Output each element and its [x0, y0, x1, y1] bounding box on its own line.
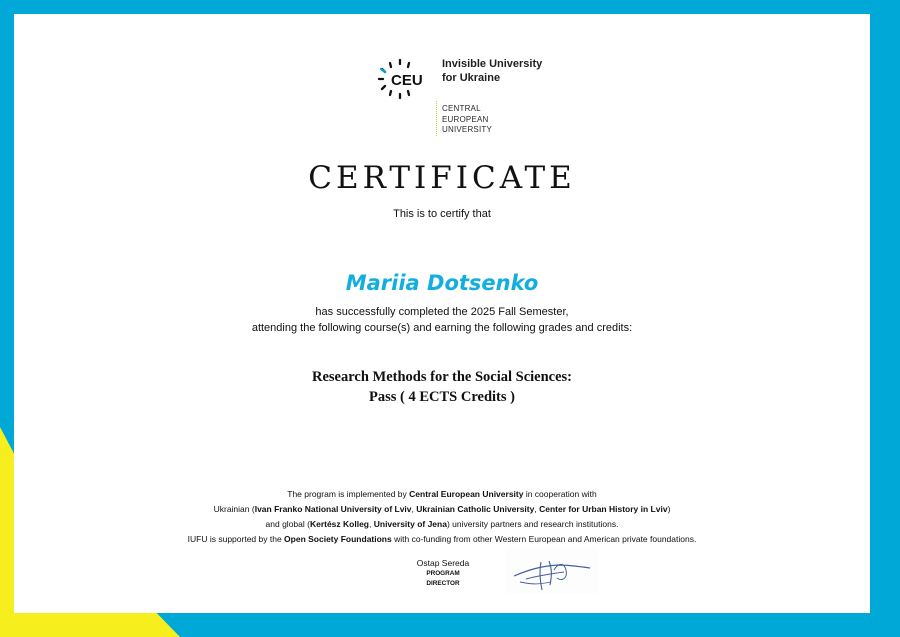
certify-text: This is to certify that	[393, 208, 491, 220]
program-description	[14, 487, 870, 547]
program-line3-end: ) university partners and research institutions.	[446, 519, 619, 529]
program-line1-end: in cooperation with	[523, 489, 597, 499]
program-line2-start: Ukrainian (	[213, 504, 255, 514]
recipient-name: Mariia Dotsenko	[345, 271, 539, 295]
ceu-logo-mark: CEU	[391, 72, 423, 89]
logo-subtitle	[442, 104, 492, 136]
program-line3-jena: University of Jena	[373, 519, 447, 529]
logo-name-line1: Invisible University	[442, 58, 543, 70]
program-line2	[14, 502, 870, 517]
program-line2-end: )	[667, 504, 671, 514]
logo-name-line2: for Ukraine	[442, 72, 501, 84]
program-line2-ucu: Ukrainian Catholic University	[416, 504, 535, 514]
completion-line1: has successfully completed the 2025 Fall Semester,	[315, 306, 569, 318]
logo-divider	[436, 101, 438, 136]
program-line2-sep1: ,	[411, 504, 417, 514]
program-line1	[14, 487, 870, 502]
program-line4-start: IUFU is supported by the	[187, 534, 285, 544]
program-line4-osf: Open Society Foundations	[284, 534, 392, 544]
course-result: Pass ( 4 ECTS Credits )	[369, 389, 515, 405]
program-line4-end: with co-funding from other Western European and American private foundations.	[391, 534, 697, 544]
certificate-title: CERTIFICATE	[308, 160, 576, 196]
program-line2-sep2: ,	[534, 504, 540, 514]
signer-name: Ostap Sereda	[416, 558, 470, 568]
logo-sub-line1: CENTRAL	[442, 104, 481, 113]
signer-role: PROGRAM DIRECTOR	[426, 570, 460, 587]
program-line3-sep: ,	[369, 519, 374, 529]
program-line3-kertesz: Kertész Kolleg	[309, 519, 369, 529]
logo-sub-line3: UNIVERSITY	[442, 125, 493, 134]
program-line1-text: The program is implemented by	[287, 489, 410, 499]
program-line1-ceu: Central European University	[409, 489, 524, 499]
course-block	[14, 367, 870, 407]
logo-sub-line2: EUROPEAN	[442, 114, 489, 124]
program-line2-lviv-university: Ivan Franko National University of Lviv	[254, 504, 412, 514]
ceu-logo	[362, 46, 542, 140]
certificate-paper	[14, 14, 870, 613]
ceu-sunburst-icon	[362, 46, 437, 104]
completion-line2: attending the following course(s) and earning the following grades and credits:	[251, 322, 633, 334]
completion-text	[14, 304, 870, 336]
logo-name	[442, 57, 542, 85]
course-title: Research Methods for the Social Sciences:	[311, 369, 573, 385]
handwritten-signature	[506, 548, 598, 594]
program-line3	[14, 517, 870, 532]
program-line3-start: and global (	[265, 519, 310, 529]
signer-block	[410, 557, 476, 589]
program-line4	[14, 532, 870, 547]
program-line2-urban-history: Center for Urban History in Lviv	[539, 504, 668, 514]
